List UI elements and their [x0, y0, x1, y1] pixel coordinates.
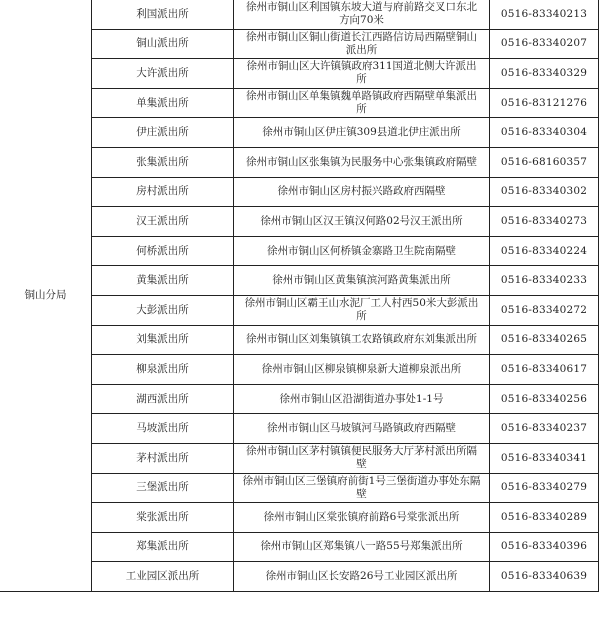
- phone-cell: 0516-83340279: [490, 473, 599, 503]
- address-cell: 徐州市铜山区铜山街道长江西路信访局西隔壁铜山派出所: [234, 29, 490, 59]
- address-cell: 徐州市铜山区柳泉镇柳泉新大道柳泉派出所: [234, 355, 490, 385]
- station-name-cell: 张集派出所: [92, 147, 234, 177]
- station-name-cell: 茅村派出所: [92, 443, 234, 473]
- station-name-cell: 黄集派出所: [92, 266, 234, 296]
- address-cell: 徐州市铜山区棠张镇府前路6号棠张派出所: [234, 503, 490, 533]
- phone-cell: 0516-83340329: [490, 59, 599, 89]
- phone-cell: 0516-83340341: [490, 443, 599, 473]
- phone-cell: 0516-83340233: [490, 266, 599, 296]
- address-cell: 徐州市铜山区霸王山水泥厂工人村西50米大彭派出所: [234, 295, 490, 325]
- phone-cell: 0516-83340289: [490, 503, 599, 533]
- phone-cell: 0516-83340639: [490, 562, 599, 592]
- station-name-cell: 郑集派出所: [92, 532, 234, 562]
- phone-cell: 0516-83340265: [490, 325, 599, 355]
- phone-cell: 0516-68160357: [490, 147, 599, 177]
- address-cell: 徐州市铜山区茅村镇镇便民服务大厅茅村派出所隔壁: [234, 443, 490, 473]
- phone-cell: 0516-83340396: [490, 532, 599, 562]
- address-cell: 徐州市铜山区郑集镇八一路55号郑集派出所: [234, 532, 490, 562]
- phone-cell: 0516-83340273: [490, 207, 599, 237]
- phone-cell: 0516-83340207: [490, 29, 599, 59]
- station-name-cell: 棠张派出所: [92, 503, 234, 533]
- phone-cell: 0516-83340617: [490, 355, 599, 385]
- phone-cell: 0516-83121276: [490, 88, 599, 118]
- phone-cell: 0516-83340304: [490, 118, 599, 148]
- address-cell: 徐州市铜山区刘集镇镇工农路镇政府东刘集派出所: [234, 325, 490, 355]
- address-cell: 徐州市铜山区单集镇魏单路镇政府西隔壁单集派出所: [234, 88, 490, 118]
- address-cell: 徐州市铜山区利国镇东坡大道与府前路交叉口东北方向70米: [234, 0, 490, 29]
- phone-cell: 0516-83340302: [490, 177, 599, 207]
- address-cell: 徐州市铜山区沿湖街道办事处1-1号: [234, 384, 490, 414]
- station-name-cell: 汉王派出所: [92, 207, 234, 237]
- station-name-cell: 伊庄派出所: [92, 118, 234, 148]
- address-cell: 徐州市铜山区何桥镇金寨路卫生院南隔壁: [234, 236, 490, 266]
- station-name-cell: 马坡派出所: [92, 414, 234, 444]
- station-name-cell: 工业园区派出所: [92, 562, 234, 592]
- phone-cell: 0516-83340272: [490, 295, 599, 325]
- station-name-cell: 铜山派出所: [92, 29, 234, 59]
- station-name-cell: 何桥派出所: [92, 236, 234, 266]
- station-name-cell: 刘集派出所: [92, 325, 234, 355]
- station-name-cell: 柳泉派出所: [92, 355, 234, 385]
- phone-cell: 0516-83340224: [490, 236, 599, 266]
- phone-cell: 0516-83340256: [490, 384, 599, 414]
- station-name-cell: 大彭派出所: [92, 295, 234, 325]
- address-cell: 徐州市铜山区汉王镇汉何路02号汉王派出所: [234, 207, 490, 237]
- station-name-cell: 单集派出所: [92, 88, 234, 118]
- phone-cell: 0516-83340237: [490, 414, 599, 444]
- address-cell: 徐州市铜山区三堡镇府前街1号三堡街道办事处东隔壁: [234, 473, 490, 503]
- address-cell: 徐州市铜山区大许镇镇政府311国道北侧大许派出所: [234, 59, 490, 89]
- address-cell: 徐州市铜山区伊庄镇309县道北伊庄派出所: [234, 118, 490, 148]
- station-name-cell: 三堡派出所: [92, 473, 234, 503]
- station-name-cell: 利国派出所: [92, 0, 234, 29]
- address-cell: 徐州市铜山区马坡镇河马路镇政府西隔壁: [234, 414, 490, 444]
- address-cell: 徐州市铜山区黄集镇滨河路黄集派出所: [234, 266, 490, 296]
- address-cell: 徐州市铜山区长安路26号工业园区派出所: [234, 562, 490, 592]
- phone-cell: 0516-83340213: [490, 0, 599, 29]
- address-cell: 徐州市铜山区张集镇为民服务中心张集镇政府隔壁: [234, 147, 490, 177]
- department-cell: 铜山分局: [0, 0, 92, 591]
- station-name-cell: 房村派出所: [92, 177, 234, 207]
- station-name-cell: 大许派出所: [92, 59, 234, 89]
- address-cell: 徐州市铜山区房村振兴路政府西隔壁: [234, 177, 490, 207]
- station-name-cell: 湖西派出所: [92, 384, 234, 414]
- table-row: [0, 0, 599, 29]
